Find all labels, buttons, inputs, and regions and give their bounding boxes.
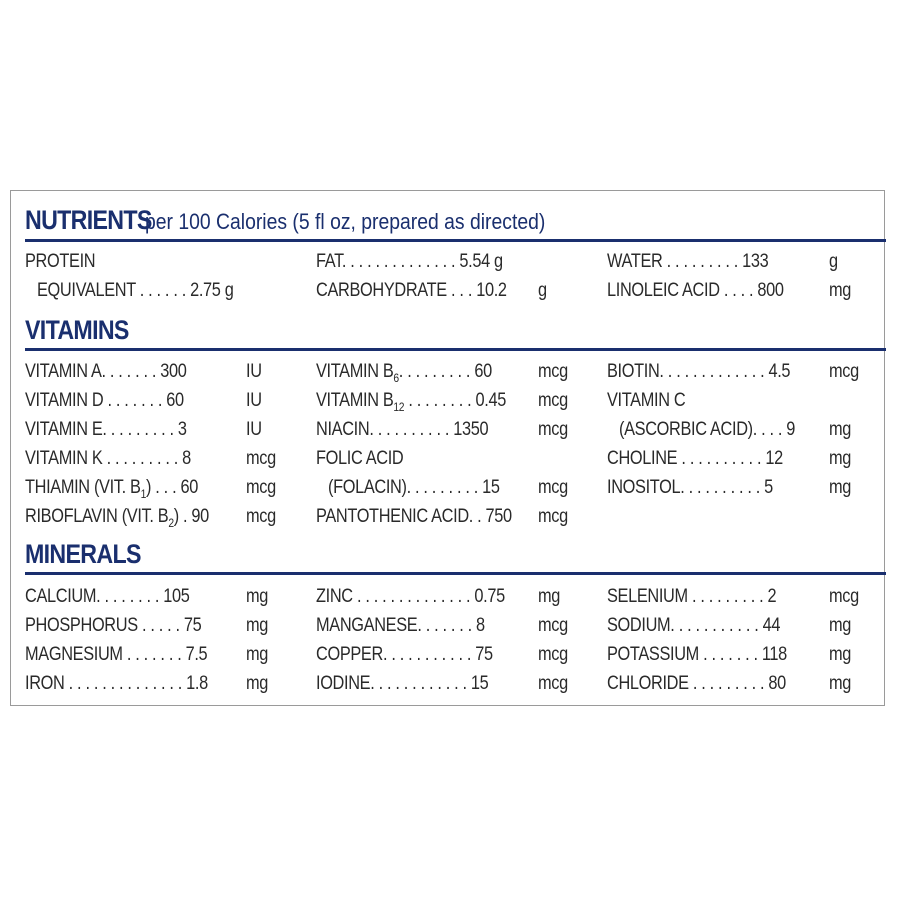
- vitamins-col1-row-4-unit: mcg: [246, 477, 276, 498]
- minerals-col2-row-2-unit: mcg: [538, 644, 568, 665]
- vitamins-col3-row-2-unit: mg: [829, 419, 852, 440]
- vitamins-col2-row-2-label: NIACIN. . . . . . . . . . 1350: [316, 419, 489, 440]
- minerals-col3-row-0-label: SELENIUM . . . . . . . . . 2: [607, 586, 777, 607]
- minerals-title: MINERALS: [25, 539, 141, 569]
- minerals-col2-row-1-unit: mcg: [538, 615, 568, 636]
- vitamins-col1-row-2-unit: IU: [246, 419, 262, 440]
- nutrients-col1-row-0-label: PROTEIN: [25, 251, 96, 272]
- vitamins-col1-row-2-label: VITAMIN E. . . . . . . . . 3: [25, 419, 187, 440]
- minerals-col3-row-3-unit: mg: [829, 673, 852, 694]
- minerals-col1-row-2-unit: mg: [246, 644, 269, 665]
- nutrients-rule: [25, 239, 886, 242]
- nutrients-col3-row-1-unit: mg: [829, 280, 852, 301]
- vitamins-title: VITAMINS: [25, 315, 129, 345]
- minerals-col1-row-3-label: IRON . . . . . . . . . . . . . . 1.8: [25, 673, 208, 694]
- minerals-col3-row-2-unit: mg: [829, 644, 852, 665]
- vitamins-col1-row-1-label: VITAMIN D . . . . . . . 60: [25, 390, 184, 411]
- vitamins-heading: [25, 315, 146, 346]
- vitamins-col2-row-1-label: VITAMIN $B_{12}$ . . . . . . . . 0.45: [316, 390, 506, 414]
- vitamins-col1-row-0-unit: IU: [246, 361, 262, 382]
- vitamins-col3-row-4-label: INOSITOL. . . . . . . . . . 5: [607, 477, 773, 498]
- minerals-col1-row-0-unit: mg: [246, 586, 269, 607]
- nutrients-col3-row-0-unit: g: [829, 251, 838, 272]
- minerals-col1-row-1-unit: mg: [246, 615, 269, 636]
- vitamins-col2-row-4-label: (FOLACIN). . . . . . . . . 15: [328, 477, 500, 498]
- nutrients-col2-row-1-unit: g: [538, 280, 547, 301]
- vitamins-col1-row-5-label: RIBOFLAVIN (VIT. $B_2$) . 90: [25, 506, 209, 530]
- minerals-col2-row-0-unit: mg: [538, 586, 561, 607]
- minerals-col3-row-0-unit: mcg: [829, 586, 859, 607]
- vitamins-col2-row-0-label: VITAMIN $B_6$. . . . . . . . . 60: [316, 361, 492, 385]
- minerals-col3-row-1-label: SODIUM. . . . . . . . . . . 44: [607, 615, 781, 636]
- minerals-col1-row-2-label: MAGNESIUM . . . . . . . 7.5: [25, 644, 208, 665]
- vitamins-col2-row-4-unit: mcg: [538, 477, 568, 498]
- vitamins-col3-row-1-label: VITAMIN C: [607, 390, 686, 411]
- vitamins-col1-row-4-label: THIAMIN (VIT. $B_1$) . . . 60: [25, 477, 198, 501]
- vitamins-col2-row-0-unit: mcg: [538, 361, 568, 382]
- vitamins-col3-row-0-label: BIOTIN. . . . . . . . . . . . . 4.5: [607, 361, 791, 382]
- nutrients-col1-row-1-label: EQUIVALENT . . . . . . 2.75 g: [37, 280, 234, 301]
- nutrients-col2-row-1-label: CARBOHYDRATE . . . 10.2: [316, 280, 507, 301]
- vitamins-col2-row-5-unit: mcg: [538, 506, 568, 527]
- vitamins-col1-row-5-unit: mcg: [246, 506, 276, 527]
- vitamins-col1-row-3-unit: mcg: [246, 448, 276, 469]
- vitamins-col1-row-3-label: VITAMIN K . . . . . . . . . 8: [25, 448, 191, 469]
- vitamins-col3-row-3-label: CHOLINE . . . . . . . . . . 12: [607, 448, 783, 469]
- minerals-col3-row-2-label: POTASSIUM . . . . . . . 118: [607, 644, 787, 665]
- nutrients-col2-row-0-label: FAT. . . . . . . . . . . . . . 5.54 g: [316, 251, 503, 272]
- minerals-col1-row-1-label: PHOSPHORUS . . . . . 75: [25, 615, 202, 636]
- vitamins-col1-row-1-unit: IU: [246, 390, 262, 411]
- nutrients-subtitle: per 100 Calories (5 fl oz, prepared as directed): [144, 209, 546, 234]
- minerals-col2-row-3-unit: mcg: [538, 673, 568, 694]
- vitamins-rule: [25, 348, 886, 351]
- minerals-col3-row-3-label: CHLORIDE . . . . . . . . . 80: [607, 673, 786, 694]
- vitamins-col1-row-0-label: VITAMIN A. . . . . . . 300: [25, 361, 187, 382]
- minerals-rule: [25, 572, 886, 575]
- nutrients-heading: [25, 205, 600, 236]
- minerals-col1-row-3-unit: mg: [246, 673, 269, 694]
- vitamins-col3-row-3-unit: mg: [829, 448, 852, 469]
- minerals-heading: [25, 539, 160, 570]
- vitamins-col3-row-4-unit: mg: [829, 477, 852, 498]
- vitamins-col2-row-1-unit: mcg: [538, 390, 568, 411]
- nutrients-col3-row-0-label: WATER . . . . . . . . . 133: [607, 251, 769, 272]
- minerals-col2-row-1-label: MANGANESE. . . . . . . 8: [316, 615, 485, 636]
- nutrients-title: NUTRIENTS: [25, 205, 152, 235]
- nutrients-col3-row-1-label: LINOLEIC ACID . . . . 800: [607, 280, 784, 301]
- vitamins-col3-row-0-unit: mcg: [829, 361, 859, 382]
- vitamins-col2-row-3-label: FOLIC ACID: [316, 448, 404, 469]
- nutrition-panel: [10, 190, 885, 706]
- minerals-col3-row-1-unit: mg: [829, 615, 852, 636]
- minerals-col2-row-3-label: IODINE. . . . . . . . . . . . 15: [316, 673, 489, 694]
- vitamins-col3-row-2-label: (ASCORBIC ACID). . . . 9: [619, 419, 796, 440]
- minerals-col2-row-2-label: COPPER. . . . . . . . . . . 75: [316, 644, 493, 665]
- vitamins-col2-row-2-unit: mcg: [538, 419, 568, 440]
- minerals-col2-row-0-label: ZINC . . . . . . . . . . . . . . 0.75: [316, 586, 505, 607]
- minerals-col1-row-0-label: CALCIUM. . . . . . . . 105: [25, 586, 190, 607]
- vitamins-col2-row-5-label: PANTOTHENIC ACID. . 750: [316, 506, 512, 527]
